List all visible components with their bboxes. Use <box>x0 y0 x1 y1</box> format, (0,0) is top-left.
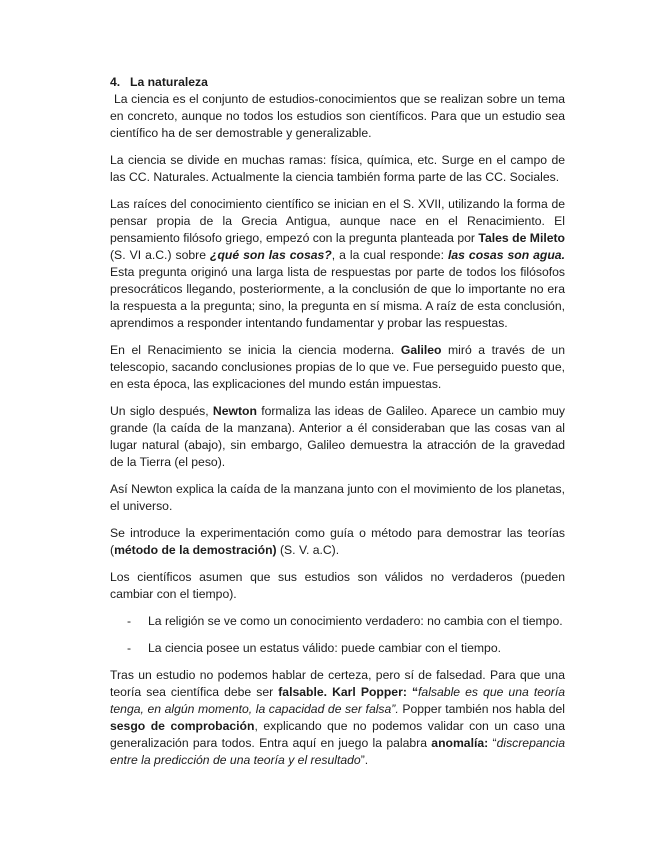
section-heading <box>110 74 565 91</box>
paragraph-newton: Un siglo después, Newton formaliza las ideas de Galileo. Aparece un cambio muy grande (la caída de la manzana). Anterior a él consideraban que las cosas van al lugar natural (abajo), sin embargo, Galileo demuestra la atracción de la gravedad de la Tierra (el peso). <box>110 404 565 469</box>
term-falsable-popper: falsable. Karl Popper: “ <box>278 685 419 699</box>
term-newton: Newton <box>212 404 257 418</box>
section-number: 4. <box>110 75 121 89</box>
list-item: - La ciencia posee un estatus válido: puede cambiar con el tiempo. <box>127 641 501 655</box>
paragraph-experimentation: Se introduce la experimentación como guía o método para demostrar las teorías (método de la demostración) (S. V. a.C). <box>110 526 565 557</box>
list-item: - La religión se ve como un conocimiento verdadero: no cambia con el tiempo. <box>127 614 563 628</box>
paragraph-falsability: Tras un estudio no podemos hablar de certeza, pero sí de falsedad. Para que una teoría sea científica debe ser falsable. Karl Popper: “falsable es que una teoría tenga, en algún momento, la capacidad de ser falsa”. Popper también nos habla del sesgo de comprobación, explicando que no podemos validar con un caso una generalización para todos. Entra aquí en juego la palabra anomalía: “discrepancia entre la predicción de una teoría y el resultado”. <box>110 668 566 767</box>
paragraph-origins: Las raíces del conocimiento científico se inician en el S. XVII, utilizando la forma de pensar propia de la Grecia Antigua, aunque nace en el Renacimiento. El pensamiento filósofo griego, empezó con la pregunta planteada por Tales de Mileto (S. VI a.C.) sobre ¿qué son las cosas?, a la cual responde: las cosas son agua. Esta pregunta originó una larga lista de respuestas por parte de todos los filósofos presocráticos llegando, posteriormente, a la conclusión de que lo importante no era la respuesta a la pregunta; sino, la pregunta en sí misma. A raíz de esta conclusión, aprendimos a responder intentando fundamentar y probar las respuestas. <box>110 197 565 330</box>
paragraph-validity: Los científicos asumen que sus estudios son válidos no verdaderos (pueden cambiar con el tiempo). <box>110 570 565 601</box>
term-tales-de-mileto: Tales de Mileto <box>478 231 565 245</box>
comparison-list <box>110 613 565 657</box>
paragraph-renaissance: En el Renacimiento se inicia la ciencia moderna. Galileo miró a través de un telescopio, sacando conclusiones propias de lo que ve. Fue perseguido puesto que, en esta época, las explicaciones del mundo están impuestas. <box>110 343 565 391</box>
document-body <box>110 74 565 779</box>
list-bullet: - <box>127 641 132 655</box>
popper-quote: falsable es que una teoría tenga, en algún momento, la capacidad de ser falsa”. <box>110 685 565 716</box>
paragraph-branches: La ciencia se divide en muchas ramas: física, química, etc. Surge en el campo de las CC. Naturales. Actualmente la ciencia también forma parte de las CC. Sociales. <box>110 153 565 184</box>
list-bullet: - <box>127 614 132 628</box>
term-question: ¿qué son las cosas? <box>210 248 332 262</box>
term-galileo: Galileo <box>400 343 442 357</box>
term-anomaly: anomalía: <box>431 736 489 750</box>
term-demonstration-method: método de la demostración) <box>114 543 277 557</box>
term-confirmation-bias: sesgo de comprobación <box>110 719 255 733</box>
paragraph-newton-explains: Así Newton explica la caída de la manzana junto con el movimiento de los planetas, el universo. <box>110 482 565 513</box>
paragraph-definition: La ciencia es el conjunto de estudios-conocimientos que se realizan sobre un tema en concreto, aunque no todos los estudios son científicos. Para que un estudio sea científico ha de ser demostrable y generalizable. <box>110 92 565 140</box>
term-answer: las cosas son agua. <box>447 248 565 262</box>
section-title: La naturaleza <box>130 75 208 89</box>
anomaly-definition: discrepancia entre la predicción de una teoría y el resultado <box>110 736 566 767</box>
